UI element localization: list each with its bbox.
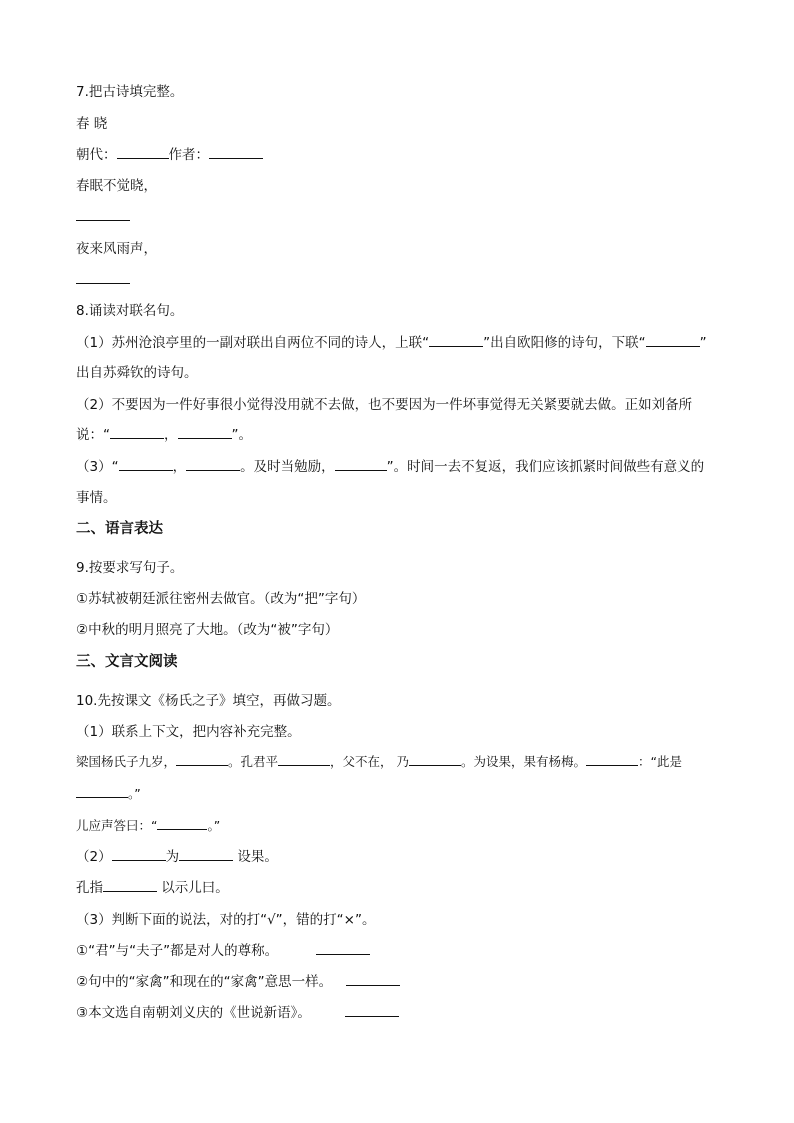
q10-part2	[76, 848, 278, 866]
q8-item1-text-b: ”出自欧阳修的诗句，下联“	[483, 335, 646, 351]
q9-item2: ②中秋的明月照亮了大地。（改为“被”字句）	[76, 622, 339, 638]
q8-item3	[76, 458, 704, 476]
q10-passage-line2	[76, 785, 141, 803]
q10-part2-text-e: 以示儿曰。	[157, 880, 229, 896]
q10-p1-blank-3[interactable]	[409, 753, 461, 766]
q8-item3-text-c: 。及时当勉励，	[240, 459, 335, 475]
poem-line-4-blank[interactable]	[76, 271, 130, 284]
poem-line-3: 夜来风雨声，	[76, 241, 157, 257]
q10-judge1-text: ①“君”与“夫子”都是对人的尊称。	[76, 943, 279, 959]
q10-part2-blank-1[interactable]	[112, 848, 166, 861]
q8-item2-text-b: 说：“	[76, 427, 110, 443]
q8-item3-blank-3[interactable]	[335, 458, 387, 471]
q10-p1-text-c: ，父不在， 乃	[330, 754, 410, 769]
q10-passage-line1	[76, 753, 682, 771]
q10-part2-blank-2[interactable]	[179, 848, 233, 861]
q10-part2-text-b: 为	[165, 849, 180, 865]
q10-part3-title: （3）判断下面的说法，对的打“√”，错的打“×”。	[76, 912, 376, 928]
q10-judge1-blank[interactable]	[316, 942, 370, 955]
q10-p1-blank-1[interactable]	[176, 753, 228, 766]
q10-p1-text-d: 。为设果，果有杨梅。	[461, 754, 587, 769]
q10-judge2-blank[interactable]	[346, 973, 400, 986]
section3-heading: 三、文言文阅读	[76, 654, 178, 670]
poem-line-2-blank[interactable]	[76, 208, 130, 221]
q8-item3-text-b: ，	[172, 459, 187, 475]
q10-judge1	[76, 942, 370, 960]
q8-item2-text-d: ”。	[231, 427, 252, 443]
dynasty-blank[interactable]	[117, 146, 169, 159]
poem-line-4	[76, 271, 130, 289]
q10-passage-line3	[76, 817, 220, 835]
q7-title: 7.把古诗填完整。	[76, 84, 184, 100]
q8-item2: （2）不要因为一件好事很小觉得没用就不去做，也不要因为一件坏事觉得无关紧要就去做。正如刘备所	[76, 397, 693, 413]
q10-p2-text-b: 。”	[207, 818, 221, 833]
q10-judge2-text: ②句中的“家禽”和现在的“家禽”意思一样。	[76, 974, 333, 990]
q10-p1-text-e: ：“此是	[638, 754, 683, 769]
q9-title: 9.按要求写句子。	[76, 560, 184, 576]
author-blank[interactable]	[209, 146, 263, 159]
q10-part2-text-c: 设果。	[233, 849, 278, 865]
section2-heading: 二、语言表达	[76, 521, 163, 537]
q10-p1-blank-2[interactable]	[278, 753, 330, 766]
q10-p1-blank-4[interactable]	[586, 753, 638, 766]
q10-part2-blank-3[interactable]	[103, 879, 157, 892]
poem-line-2	[76, 208, 130, 226]
poem-title: 春 晓	[76, 116, 108, 132]
q8-item2-blank-2[interactable]	[178, 426, 232, 439]
dynasty-author-line	[76, 146, 263, 164]
q10-judge2	[76, 973, 400, 991]
q9-item1: ①苏轼被朝廷派往密州去做官。（改为“把”字句）	[76, 591, 366, 607]
q8-item1-blank-1[interactable]	[429, 334, 483, 347]
q8-item3-text-a: （3）“	[76, 459, 119, 475]
q8-item3-text-d: ”。时间一去不复返，我们应该抓紧时间做些有意义的	[386, 459, 705, 475]
q10-part2-line2	[76, 879, 229, 897]
poem-line-1: 春眠不觉晓，	[76, 178, 157, 194]
dynasty-label: 朝代：	[76, 147, 117, 163]
q8-item3-cont: 事情。	[76, 490, 117, 506]
q10-judge3	[76, 1004, 399, 1022]
q8-item2-blank-1[interactable]	[110, 426, 164, 439]
q8-item2-text-c: ，	[164, 427, 178, 443]
author-label: 作者：	[168, 147, 209, 163]
q10-p1-text-f: 。”	[128, 786, 141, 801]
q8-item2-cont	[76, 426, 252, 444]
q8-item1-text-a: （1）苏州沧浪亭里的一副对联出自两位不同的诗人，上联“	[76, 335, 430, 351]
q8-item1-blank-2[interactable]	[646, 334, 700, 347]
q8-item3-blank-1[interactable]	[119, 458, 173, 471]
q8-item1-text-c: ”	[699, 335, 707, 351]
q10-judge3-text: ③本文选自南朝刘义庆的《世说新语》。	[76, 1005, 311, 1021]
q10-judge3-blank[interactable]	[345, 1004, 399, 1017]
q10-p1-blank-5[interactable]	[76, 785, 128, 798]
q8-item3-blank-2[interactable]	[186, 458, 240, 471]
q8-item1	[76, 334, 707, 352]
q8-title: 8.诵读对联名句。	[76, 303, 184, 319]
q8-item1-cont: 出自苏舜钦的诗句。	[76, 365, 198, 381]
q10-part2-text-d: 孔指	[76, 880, 103, 896]
q10-p2-text-a: 儿应声答曰：“	[76, 818, 158, 833]
q10-p1-text-b: 。孔君平	[228, 754, 279, 769]
q10-part1-title: （1）联系上下文，把内容补充完整。	[76, 724, 301, 740]
q10-part2-text-a: （2）	[76, 849, 112, 865]
q10-p1-text-a: 梁国杨氏子九岁，	[76, 754, 177, 769]
q10-p2-blank-1[interactable]	[157, 817, 207, 830]
q10-title: 10.先按课文《杨氏之子》填空，再做习题。	[76, 693, 341, 709]
